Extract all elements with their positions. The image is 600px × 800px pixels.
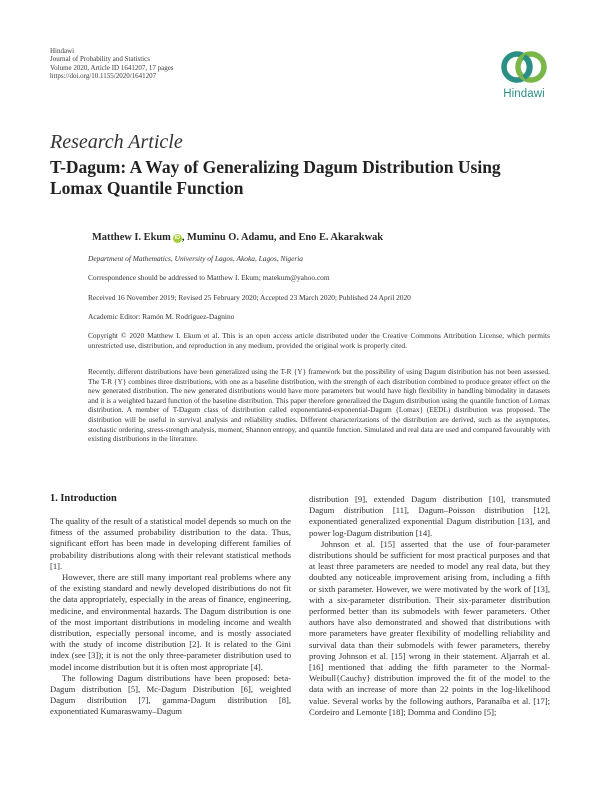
paragraph: However, there are still many important real problems where any of the existing standard and newly developed distributions do not fit the data appropriately, especially in the areas of finance, engineering, medicine, and environmental hazards. The Dagum distribution is one of the most important distributions in modeling income and wealth distribution, especially personal income, and is mostly associated with the study of income distribution [2]. It is related to the Gini index (see [3]); it is not the only three-parameter distribution used to model income distribution but it is often most appropriate [4].	[50, 572, 291, 672]
orcid-icon[interactable]: iD	[174, 235, 181, 241]
publisher-name: Hindawi	[50, 47, 75, 55]
other-authors: , Muminu O. Adamu, and Eno E. Akarakwak	[181, 232, 384, 243]
first-author[interactable]: Matthew I. Ekum	[92, 232, 171, 243]
correspondence: Correspondence should be addressed to Matthew I. Ekum; matekum@yahoo.com	[88, 273, 330, 282]
section-heading: 1. Introduction	[50, 493, 117, 504]
publication-dates: Received 16 November 2019; Revised 25 February 2020; Accepted 23 March 2020; Published 24 April 2020	[88, 293, 411, 302]
doi-link[interactable]: https://doi.org/10.1155/2020/1641207	[50, 72, 157, 81]
abstract: Recently, different distributions have been generalized using the T-R {Y} framework but the possibility of using Dagum distribution has not been assessed. The T-R {Y} combines three distributions, with one as a baseline distribution, with the strength of each distribution combined to produce greater effect on the new generated distribution. The new generated distributions would have more parameters but would have high flexibility in handling bimodality in datasets and it is a weighted hazard function of the baseline distribution. This paper therefore generalized the Dagum distribution using the quantile function of Lomax distribution. A member of T-Dagum class of distribution called exponentiated-exponential-Dagum {Lomax} (EEDL) distribution was proposed. The distribution will be useful in survival analysis and reliability studies. Different characterizations of the distribution are derived, such as the asymptotes, stochastic ordering, stress-strength analysis, moment, Shannon entropy, and quantile function. Simulated and real data are used and compared favourably with existing distributions in the literature.	[88, 367, 550, 444]
paper-title: T-Dagum: A Way of Generalizing Dagum Distribution Using Lomax Quantile Function	[50, 157, 501, 198]
logo-wordmark: Hindawi	[503, 88, 545, 100]
body-column-left	[50, 516, 291, 718]
hindawi-logo	[497, 47, 551, 100]
academic-editor: Academic Editor: Ramón M. Rodríguez-Dagnino	[88, 312, 235, 321]
paragraph: The following Dagum distributions have been proposed: beta-Dagum distribution [5], Mc-Dagum Distribution [6], weighted Dagum distribution [7], gamma-Dagum distribution [8], exponentiated Kumaraswamy–Dagum	[50, 672, 291, 717]
paragraph: The quality of the result of a statistical model depends so much on the fitness of the assumed probability distribution to the data. Thus, significant effort has been made in developing different families of probability distributions along with their relevant statistical methods [1].	[50, 516, 291, 571]
body-column-right	[309, 494, 550, 718]
volume-info: Volume 2020, Article ID 1641207, 17 pages	[50, 63, 174, 72]
author-list	[92, 232, 383, 243]
journal-name: Journal of Probability and Statistics	[50, 55, 150, 64]
paragraph: distribution [9], extended Dagum distribution [10], transmuted Dagum distribution [11], Dagum–Poisson distribution [12], exponentiated generalized exponential Dagum distribution [13], and power log-Dagum distribution [14].	[309, 494, 550, 538]
affiliation: Department of Mathematics, University of Lagos, Akoka, Lagos, Nigeria	[88, 254, 303, 263]
hindawi-rings-icon	[497, 47, 551, 87]
article-type: Research Article	[50, 131, 183, 153]
copyright-notice: Copyright © 2020 Matthew I. Ekum et al. This is an open access article distributed under the Creative Commons Attribution License, which permits unrestricted use, distribution, and reproduction in any medium, provided the original work is properly cited.	[88, 331, 550, 350]
journal-info	[50, 47, 174, 81]
paragraph: Johnson et al. [15] asserted that the use of four-parameter distributions should be sufficient for most practical purposes and that at least three parameters are needed to model any real data, but they doubted any noticeable improvement arising from, including a fifth or sixth parameter. However, we were motivated by the work of [13], with a six-parameter distribution. Their six-parameter distribution performed better than its submodels with fewer parameters. Other authors have also demonstrated and showed that distributions with more parameters have greater flexibility of modelling reliability and survival data than their submodels with fewer parameters, thereby proving Johnson et al. [15] wrong in their statement. Aljarrah et al. [16] mentioned that adding the fifth parameter to the Normal-Weibull{Cauchy} distribution improved the fit of the model to the data with an increase of more than 22 points in the log-likelihood value. Several works by the following authors, Paranaíba et al. [17]; Cordeiro and Lemonte [18]; Domma and Condino [5];	[309, 538, 550, 717]
